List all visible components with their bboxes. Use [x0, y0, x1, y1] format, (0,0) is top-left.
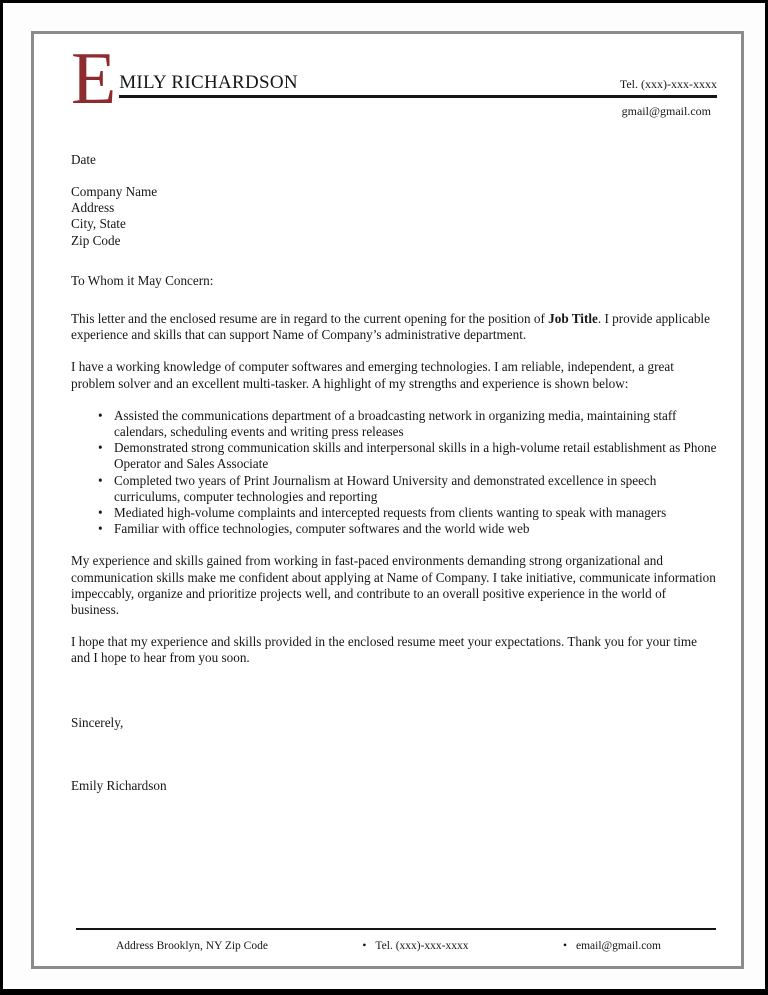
- highlight-text: Completed two years of Print Journalism at Howard University and demonstrated excellence in speech curriculums, computer technologies and reporting: [114, 472, 657, 504]
- signature-name: Emily Richardson: [71, 777, 167, 793]
- page-footer: [76, 928, 716, 953]
- recipient-block: [71, 184, 717, 249]
- footer-email-seg: [563, 939, 661, 953]
- bullet-icon: •: [98, 472, 103, 488]
- footer-rule: [76, 928, 716, 930]
- highlight-text: Demonstrated strong communication skills and interpersonal skills in a high-volume retail establishment as Phone Operator and Sales Associate: [114, 440, 717, 472]
- letterhead-rule: [119, 72, 717, 97]
- highlight-item: [71, 521, 717, 537]
- recipient-line: Address: [71, 200, 115, 216]
- closing-salutation: Sincerely,: [71, 714, 124, 730]
- footer-phone: Tel. (xxx)-xxx-xxxx: [375, 940, 469, 952]
- paragraph-skills: I have a working knowledge of computer softwares and emerging technologies. I am reliable, independent, a great problem solver and an excellent multi-tasker. A highlight of my strengths and experience is shown below:: [71, 359, 674, 391]
- highlight-item: [71, 440, 717, 472]
- letterhead-name: MILY RICHARDSON: [119, 72, 298, 94]
- letterhead-email: gmail@gmail.com: [621, 103, 711, 118]
- footer-separator-icon: •: [562, 940, 567, 952]
- highlight-text: Assisted the communications department of a broadcasting network in organizing media, maintaining staff calendars, scheduling events and writing press releases: [114, 407, 677, 439]
- highlight-text: Mediated high-volume complaints and intercepted requests from clients wanting to speak with managers: [114, 504, 667, 520]
- document-page: [31, 31, 744, 969]
- letter-content: [34, 34, 741, 794]
- highlights-list: [71, 408, 717, 538]
- bullet-icon: •: [98, 407, 103, 423]
- highlight-item: [71, 408, 717, 440]
- paragraph-experience: My experience and skills gained from working in fast-paced environments demanding strong organizational and communication skills make me confident about applying at Name of Company. I take initiative, communicate information impeccably, organize and prioritize projects well, and contribute to an overall positive experience in the world of business.: [71, 553, 716, 617]
- recipient-line: City, State: [71, 216, 126, 232]
- letterhead-phone: Tel. (xxx)-xxx-xxxx: [619, 77, 717, 92]
- highlight-item: [71, 505, 717, 521]
- intro-text-after: . I provide applicable experience and skills that can support Name of Company’s administrative department.: [71, 310, 710, 343]
- paragraph-thanks: I hope that my experience and skills provided in the enclosed resume meet your expectations. Thank you for your time and I hope to hear from you soon.: [71, 634, 697, 666]
- footer-row: [76, 939, 716, 953]
- drop-cap-initial: E: [71, 38, 117, 120]
- date-line: Date: [71, 151, 96, 167]
- job-title-emphasis: Job Title: [548, 310, 598, 326]
- bullet-icon: •: [98, 521, 103, 537]
- greeting: To Whom it May Concern:: [71, 272, 214, 288]
- footer-phone-seg: [362, 939, 468, 953]
- recipient-line: Zip Code: [71, 232, 121, 248]
- footer-separator-icon: •: [362, 940, 367, 952]
- highlight-item: [71, 473, 717, 505]
- recipient-line: Company Name: [71, 183, 158, 199]
- bullet-icon: •: [98, 440, 103, 456]
- footer-email: email@gmail.com: [576, 940, 661, 952]
- intro-text-before: This letter and the enclosed resume are in regard to the current opening for the position of: [71, 310, 549, 326]
- highlight-text: Familiar with office technologies, computer softwares and the world wide web: [114, 521, 530, 537]
- paragraph-intro: [71, 311, 717, 343]
- bullet-icon: •: [98, 504, 103, 520]
- footer-address: Address Brooklyn, NY Zip Code: [116, 940, 268, 952]
